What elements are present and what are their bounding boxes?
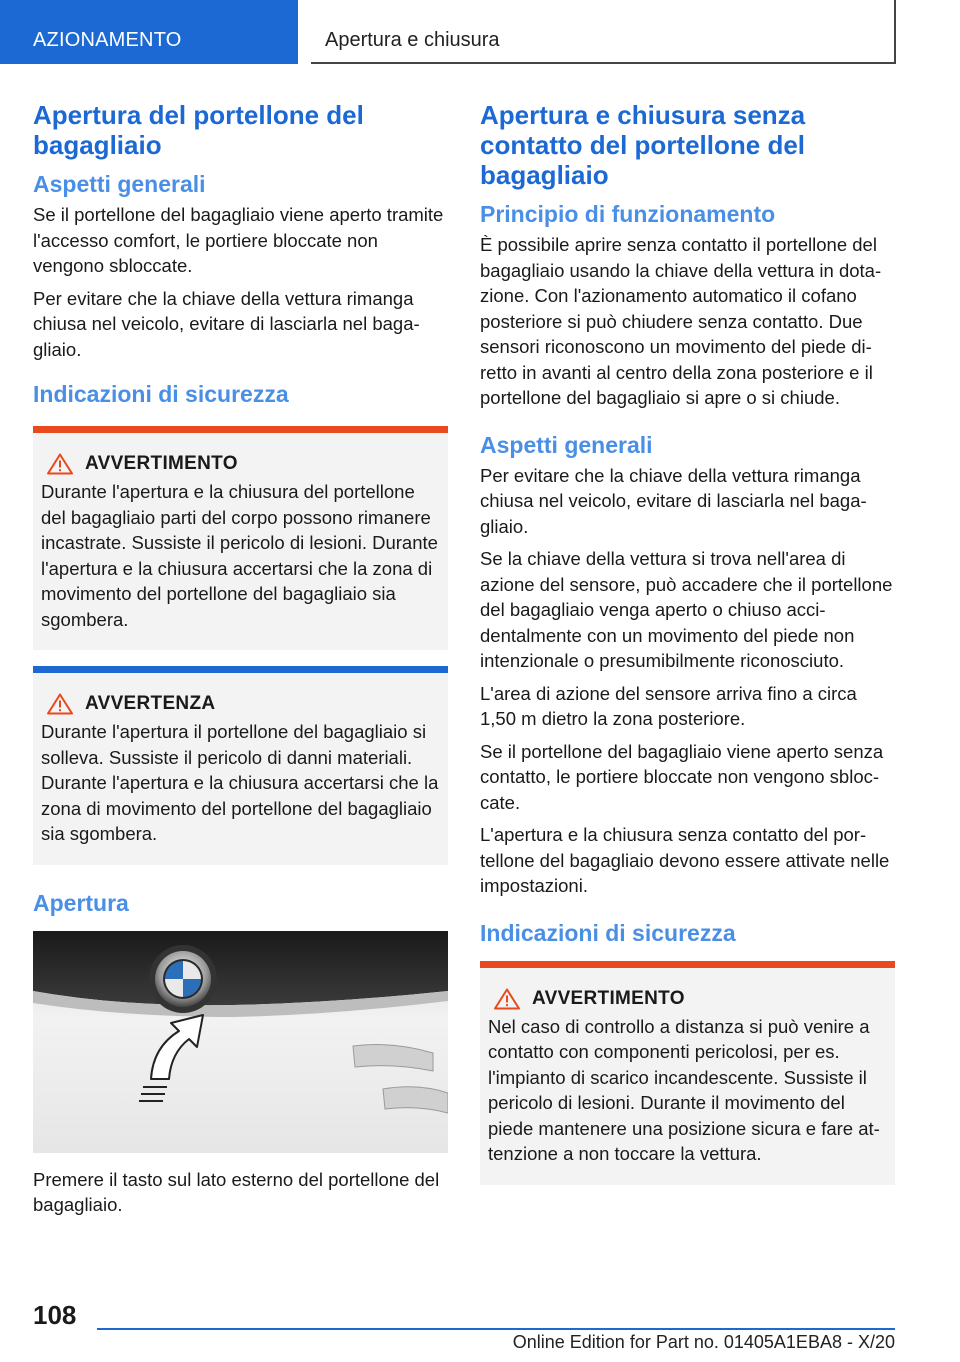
- warning-triangle-icon: [494, 988, 520, 1010]
- header-section-label: AZIONAMENTO: [33, 29, 182, 51]
- left-column: [33, 100, 448, 1225]
- right-general-paragraph-5: L'apertura e la chiusura senza contatto del portellone del bagagliaio devono essere attivate nelle impostazioni.: [480, 824, 890, 896]
- left-notice-text: Durante l'apertura il portellone del bagagliaio si solleva. Sussiste il pericolo di danni materiali. Durante l'apertura e la chiusura accertarsi che la zona di movimento del portellone del bagagliaio sia sgombera.: [41, 721, 439, 844]
- right-column: [480, 100, 895, 1197]
- right-principle-paragraph: È possibile aprire senza contatto il portellone del bagagliaio usando la chiave della vettura in dotazione. Con l'azionamento automatico il cofano posteriore si può chiudere senza contatto. Due sensori riconoscono un movimento del piede diretto in avanti al centro della zona posteriore e il portellone del bagagliaio si apre o si chiude.: [480, 234, 882, 408]
- left-warning-title-row: [41, 453, 440, 475]
- left-notice-title: AVVERTENZA: [85, 693, 216, 714]
- left-notice-title-row: [41, 693, 440, 715]
- right-safety-heading: Indicazioni di sicurezza: [480, 919, 736, 946]
- left-safety-heading: Indicazioni di sicurezza: [33, 381, 289, 407]
- right-warning-text: Nel caso di controllo a distanza si può venire a contatto con componenti pericolosi, per es. l'impianto di scarico incandescente. Sussiste il pericolo di lesioni. Durante il movimento del piede mantenere una posizione sicura e fare attenzione a non toccare la vettura.: [488, 1015, 880, 1164]
- tailgate-button-photo: [33, 931, 448, 1153]
- right-warning-title: AVVERTIMENTO: [532, 987, 685, 1009]
- warning-triangle-icon: [47, 693, 73, 715]
- right-general-heading: Aspetti generali: [480, 431, 653, 458]
- left-section-title: Apertura del portellone del bagagliaio: [33, 100, 364, 160]
- left-opening-heading: Apertura: [33, 889, 129, 916]
- left-general-heading: Aspetti generali: [33, 171, 206, 197]
- right-section-title: Apertura e chiusura senza contatto del portellone del bagagliaio: [480, 100, 806, 190]
- right-warning-box: [480, 961, 895, 1185]
- warning-triangle-icon: [47, 453, 73, 475]
- header-chapter-label: Apertura e chiusura: [325, 29, 500, 51]
- header-chapter-tab: [311, 0, 896, 64]
- right-general-paragraph-2: Se la chiave della vettura si trova nell'area di azione del sensore, può accadere che il portellone del bagagliaio venga aperto o chiuso accidentalmente con un movimento del piede non intenzionale o presumibilmente riconosciuto.: [480, 548, 893, 671]
- photo-caption: Premere il tasto sul lato esterno del portellone del bagagliaio.: [33, 1168, 440, 1215]
- footer-edition: Online Edition for Part no. 01405A1EBA8 - X/20: [512, 1332, 895, 1352]
- footer-divider: [97, 1328, 895, 1330]
- right-general-paragraph-3: L'area di azione del sensore arriva fino a circa 1,50 m dietro la zona posteriore.: [480, 682, 857, 729]
- right-general-paragraph-4: Se il portellone del bagagliaio viene aperto senza contatto, le portiere bloccate non vengono sbloccate.: [480, 740, 884, 813]
- left-warning-box: [33, 426, 448, 650]
- header-section-tab: [0, 0, 298, 64]
- right-warning-title-row: [488, 988, 887, 1010]
- left-notice-box: [33, 666, 448, 865]
- left-general-paragraph-1: Se il portellone del bagagliaio viene aperto tramite l'accesso comfort, le portiere bloccate non vengono sbloccate.: [33, 204, 444, 276]
- right-principle-heading: Principio di funzionamento: [480, 201, 776, 227]
- right-general-paragraph-1: Per evitare che la chiave della vettura rimanga chiusa nel veicolo, evitare di lasciarla nel bagagliaio.: [480, 464, 867, 537]
- left-general-paragraph-2: Per evitare che la chiave della vettura rimanga chiusa nel veicolo, evitare di lasciarla nel bagagliaio.: [33, 287, 420, 360]
- left-warning-title: AVVERTIMENTO: [85, 453, 238, 474]
- left-warning-text: Durante l'apertura e la chiusura del portellone del bagagliaio parti del corpo possono rimanere incastrate. Sussiste il pericolo di lesioni. Durante l'apertura e la chiusura accertarsi che la zona di movimento del portellone del bagagliaio sia sgombera.: [41, 481, 438, 630]
- page-number: 108: [33, 1300, 77, 1330]
